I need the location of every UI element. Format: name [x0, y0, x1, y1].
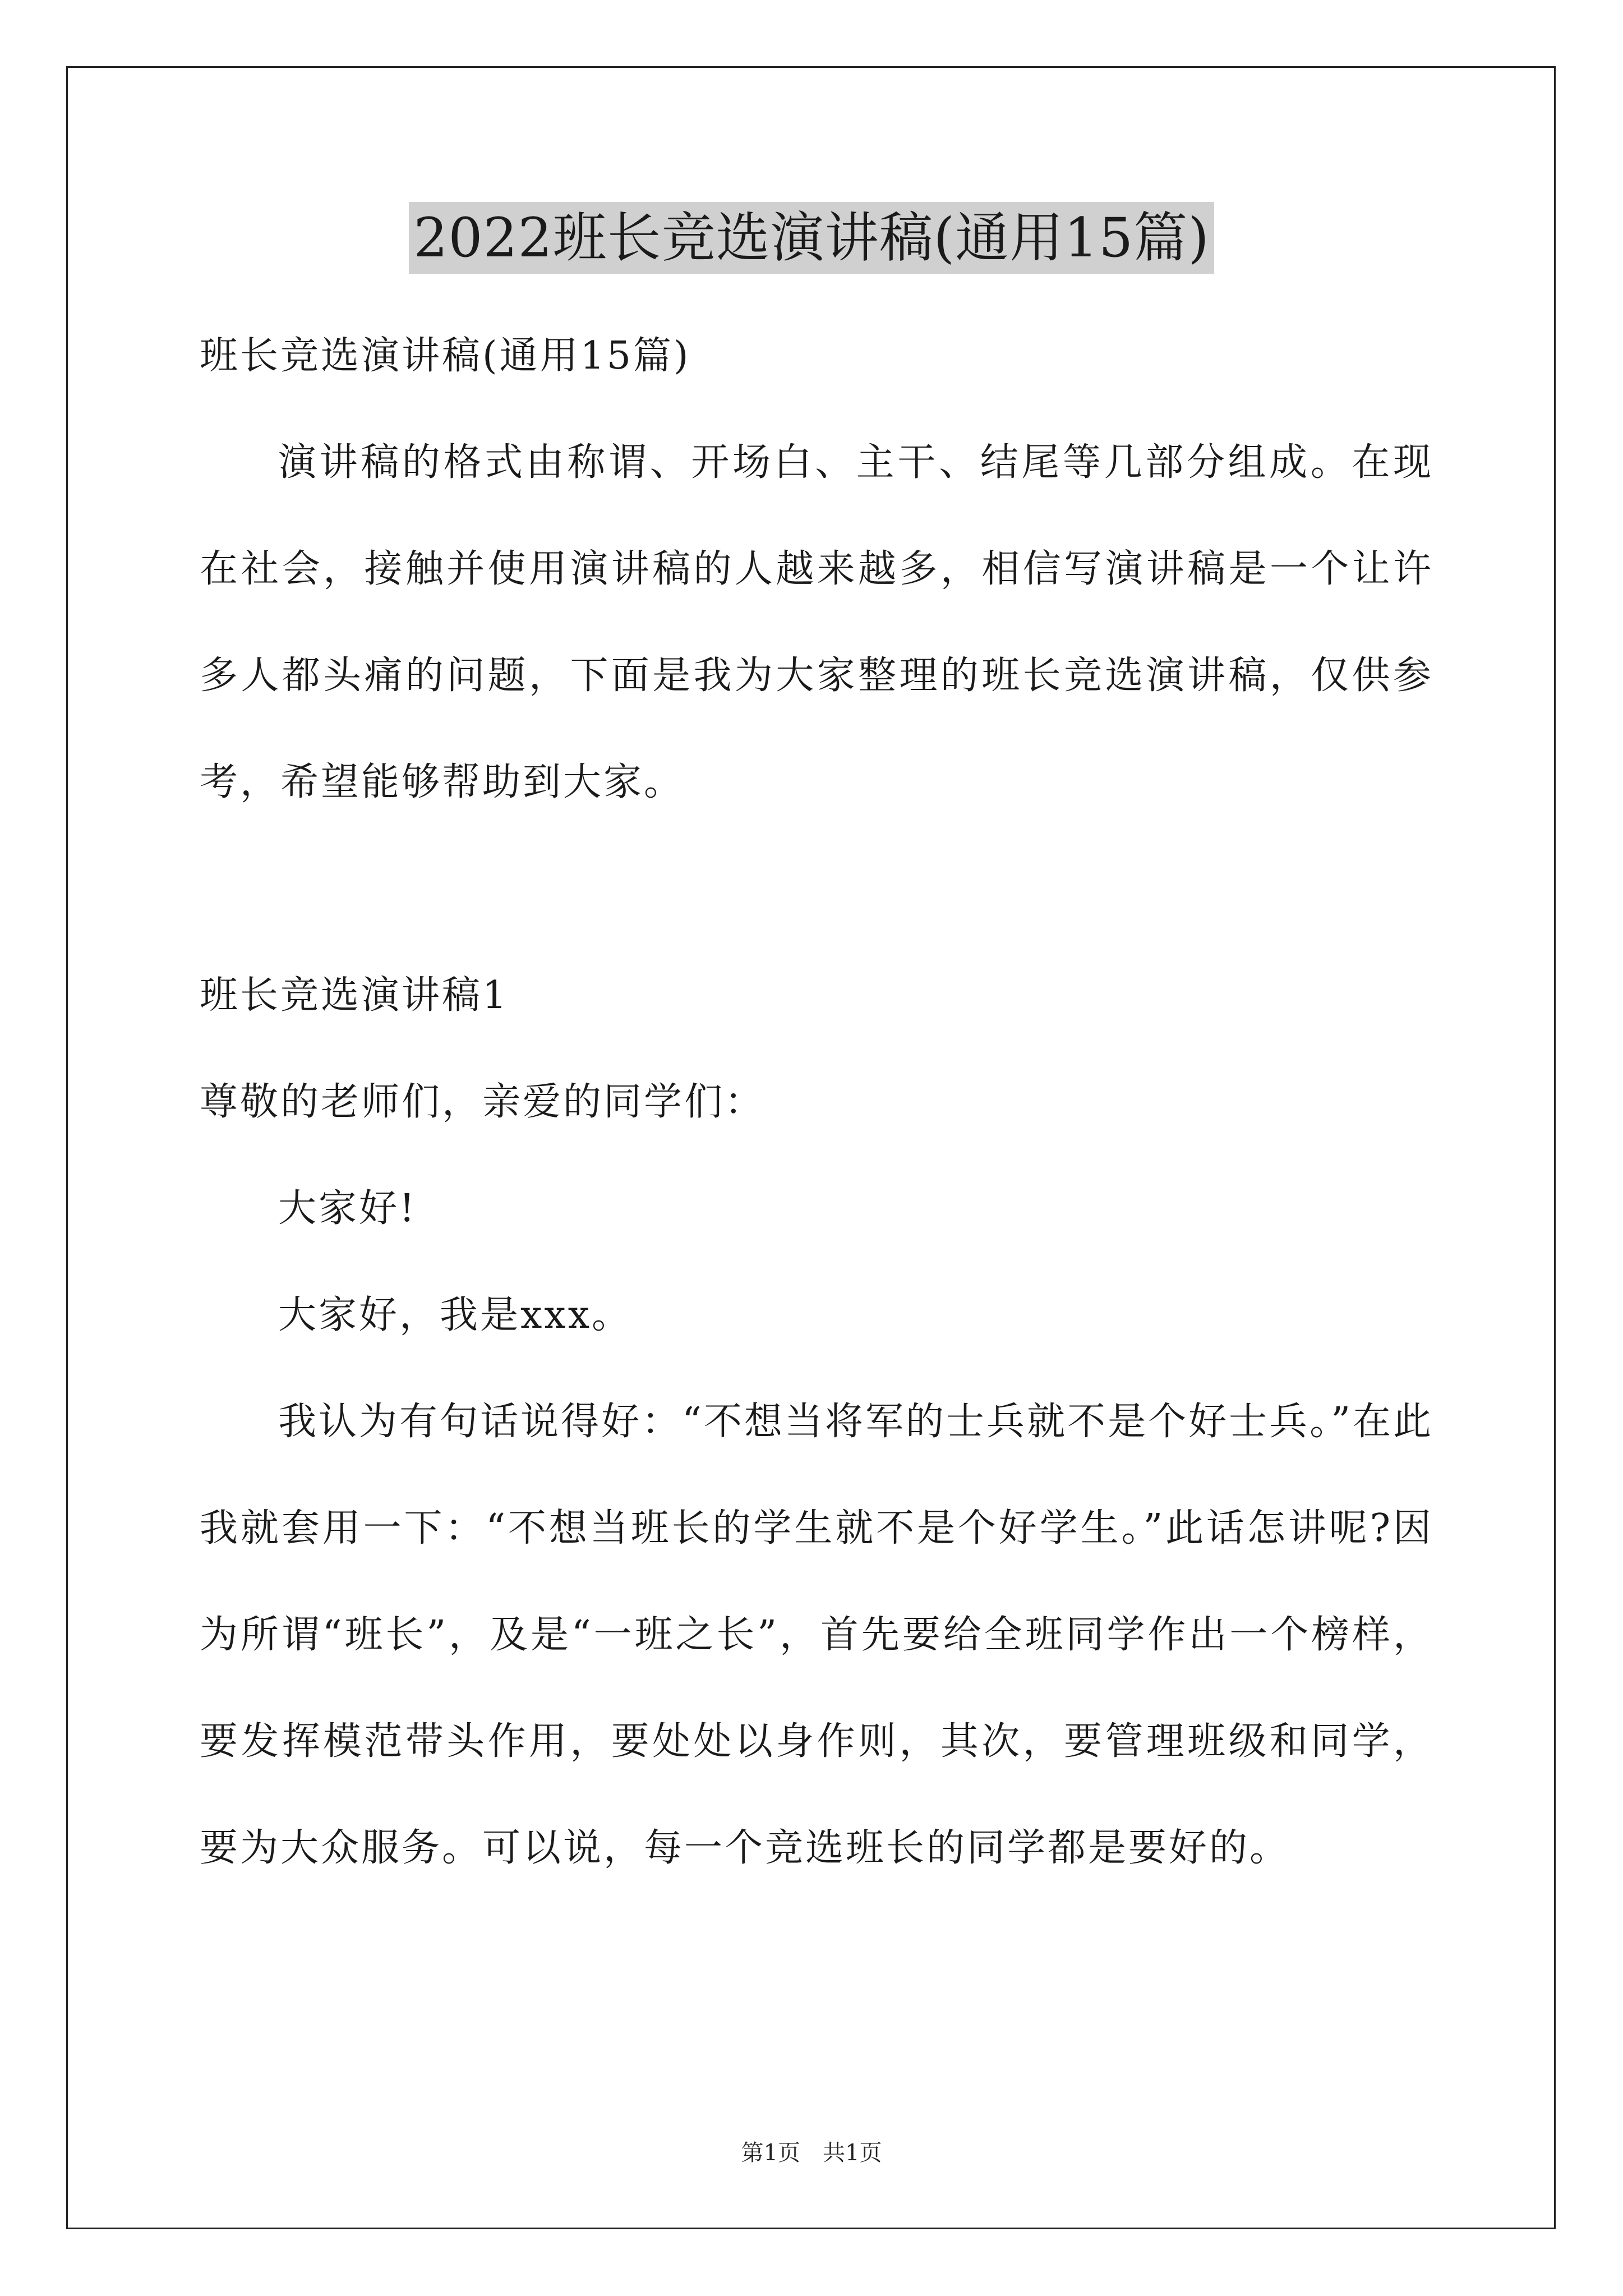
page-number: 第1页 [741, 2140, 800, 2166]
greeting: 大家好! [278, 1186, 417, 1231]
document-body [200, 303, 1433, 1902]
body-paragraph: 我认为有句话说得好：“不想当将军的士兵就不是个好士兵。”在此我就套用一下：“不想当班长的学生就不是个好学生。”此话怎讲呢?因为所谓“班长”，及是“一班之长”，首先要给全班同学作出一个榜样，要发挥模范带头作用，要处处以身作则，其次，要管理班级和同学，要为大众服务。可以说，每一个竞选班长的同学都是要好的。 [200, 1400, 1433, 1870]
self-introduction: 大家好，我是xxx。 [278, 1293, 633, 1337]
document-title: 2022班长竞选演讲稿(通用15篇) [409, 202, 1214, 274]
document-title-wrapper [0, 202, 1623, 274]
page-footer [0, 2136, 1623, 2170]
blank-line [200, 836, 1433, 942]
salutation: 尊敬的老师们，亲爱的同学们： [200, 1080, 766, 1124]
page-total: 共1页 [823, 2140, 882, 2166]
section-heading: 班长竞选演讲稿1 [200, 973, 509, 1018]
document-subtitle: 班长竞选演讲稿(通用15篇) [200, 334, 691, 378]
intro-paragraph: 演讲稿的格式由称谓、开场白、主干、结尾等几部分组成。在现在社会，接触并使用演讲稿的人越来越多，相信写演讲稿是一个让许多人都头痛的问题，下面是我为大家整理的班长竞选演讲稿，仅供参考，希望能够帮助到大家。 [200, 440, 1433, 804]
